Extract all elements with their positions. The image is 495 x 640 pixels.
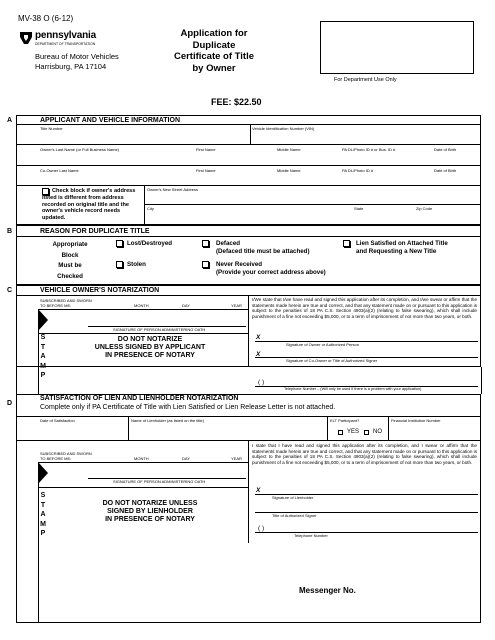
department-name: DEPARTMENT OF TRANSPORTATION [35,42,96,46]
d-no-notarize-line2: SIGNED BY LIENHOLDER [107,508,193,515]
owner-middle-name-label: Middle Name [277,147,301,152]
c-statement: I/We state that I/we have read and signed this application after its completion, and I/we swear or affirm that the statements made herein are true and correct, and that any statement made on or pursuant to this application is subject to the penalties of 18 PA C.S. Section 4903(a)(2) (relating to false swearing), which shall include punishment of a fine not exceeding $5,000, or to a term of imprisonment of not more than two years, or both. [252,297,477,319]
city-label: City [147,206,154,211]
c-year-label: YEAR [231,303,242,308]
owner-first-name-label: First Name [196,147,216,152]
c-arrow-icon [38,309,48,331]
stolen-checkbox[interactable] [116,261,123,268]
c-x-mark-coowner: X [256,351,261,358]
bureau-address: Harrisburg, PA 17104 [35,62,107,71]
c-month-label: MONTH [134,303,149,308]
d-stamp-t: T [40,501,46,509]
d-no-notarize-line3: IN PRESENCE OF NOTARY [105,516,195,523]
lien-satisfied-line2: and Requesting a New Title [356,248,437,255]
c-no-notarize-line1: DO NOT NOTARIZE [117,336,183,343]
form-title-line3: Certificate of Title [173,51,255,62]
coowner-last-name-label: Co-Owner Last Name [40,168,79,173]
c-stamp-t: T [40,343,46,351]
title-number-label: Title Number [40,126,63,131]
section-d-letter: D [7,400,13,407]
form-title [152,28,276,74]
agency-name: pennsylvania [35,30,96,41]
defaced-checkbox[interactable] [202,240,209,247]
owner-phone-field[interactable] [256,377,478,386]
elt-yes-checkbox[interactable] [338,430,343,435]
d-day-label: DAY [182,456,190,461]
defaced-label [216,240,310,256]
c-stamp-p: P [40,372,46,379]
coowner-dl-label: PA DL/Photo ID # [342,168,374,173]
d-subscribed-line1: SUBSCRIBED AND SWORN [40,451,92,456]
coowner-first-name-label: First Name [196,168,216,173]
d-statement: I state that I have read and signed this application after its completion, and I swear or affirm that the statements made herein are true and correct, and that any statement made on or pursuant to this application is subject to the penalties of 18 PA C.S. Section 4903(a)(2) (relating to false swearing), which shall include punishment of a fine not exceeding $5,000, or to a term of imprisonment of not more than two years, or both. [252,443,477,465]
lienholder-name-label: Name of Lienholder (as listed on the title) [131,418,204,423]
title-signer-field[interactable] [256,503,478,512]
never-received-line2: (Provide your correct address above) [216,269,326,276]
d-do-not-notarize [60,500,240,524]
lienholder-phone-field[interactable] [256,523,478,532]
d-sig-admin-label: SIGNATURE OF PERSON ADMINISTERING OATH [113,479,206,484]
department-use-label: For Department Use Only [334,77,397,83]
lienholder-signature-field[interactable] [264,484,478,494]
date-satisfaction-label: Date of Satisfaction [40,418,75,423]
lienholder-signature-label: Signature of Lienholder [272,495,314,500]
state-label: State [354,206,364,211]
d-arrow-icon [38,462,48,484]
appropriate-line4: Checked [57,272,83,280]
coowner-signature-label: Signature of Co-Owner or Title of Authorized Signer [286,358,378,363]
d-x-mark: X [256,487,261,494]
title-signer-label: Title of Authorized Signer [272,513,317,518]
address-change-text: Check block if owner's address listed is different from address recorded on original title and the owner's vehicle record needs updated. [42,188,136,222]
city-state-zip-field[interactable] [147,211,480,224]
bureau-name: Bureau of Motor Vehicles [35,52,119,61]
c-stamp-a: A [40,353,46,360]
defaced-line2: (Defaced title must be attached) [216,248,310,255]
lost-destroyed-checkbox[interactable] [116,240,123,247]
section-b-title: REASON FOR DUPLICATE TITLE [40,228,150,235]
section-a-title: APPLICANT AND VEHICLE INFORMATION [40,117,180,124]
fee-label: FEE: $22.50 [211,97,262,107]
keystone-logo-icon [19,31,33,45]
elt-yes-label: YES [347,429,360,435]
d-month-label: MONTH [134,456,149,461]
stolen-label: Stolen [127,261,146,268]
section-c-title: VEHICLE OWNER'S NOTARIZATION [40,287,160,294]
d-stamp-a: A [40,511,46,518]
section-b-letter: B [7,228,13,235]
coowner-dob-label: Date of Birth [434,168,457,173]
elt-no-checkbox[interactable] [364,430,369,435]
section-a-letter: A [7,117,13,124]
form-title-line4: by Owner [192,62,236,74]
owner-signature-label: Signature of Owner or Authorized Person [286,342,359,347]
department-use-box [320,21,474,74]
c-stamp-letters [39,333,47,381]
defaced-line1: Defaced [216,240,241,247]
elt-no-label: NO [373,429,382,435]
d-phone-parens: ( ) [258,525,265,532]
c-stamp-m: M [40,362,46,370]
lost-destroyed-label: Lost/Destroyed [127,240,173,247]
lien-satisfied-label [356,240,448,256]
c-subscribed-line1: SUBSCRIBED AND SWORN [40,298,92,303]
c-phone-label: Telephone Number – (Will only be used if there is a problem with your application) [284,387,422,391]
c-stamp-s: S [40,334,46,341]
section-c-letter: C [7,287,13,294]
owner-dl-label: PA DL/Photo ID # or Bus. ID # [342,147,396,152]
coowner-signature-field[interactable] [264,348,478,357]
owner-signature-field[interactable] [264,331,478,341]
form-title-line2: Duplicate [192,39,236,51]
messenger-label: Messenger No. [299,586,356,595]
vin-label: Vehicle Identification Number (VIN) [252,126,315,131]
c-do-not-notarize [60,336,240,360]
d-stamp-p: P [40,530,46,537]
owner-dob-label: Date of Birth [434,147,457,152]
never-received-checkbox[interactable] [202,261,209,268]
c-no-notarize-line2: UNLESS SIGNED BY APPLICANT [94,344,206,351]
c-x-mark-owner: X [256,334,261,341]
d-stamp-m: M [40,520,46,528]
c-subscribed-line2: TO BEFORE ME: [40,303,72,308]
c-sig-admin-label: SIGNATURE OF PERSON ADMINISTERING OATH [113,327,206,332]
d-stamp-letters [39,491,47,539]
date-satisfaction-field[interactable] [40,424,126,438]
coowner-middle-name-label: Middle Name [277,168,301,173]
new-street-label: Owner's New Street Address [147,187,199,192]
c-no-notarize-line3: IN PRESENCE OF NOTARY [105,352,195,359]
appropriate-line2: Block [61,251,79,259]
new-street-field[interactable] [147,192,480,202]
form-title-line1: Application for [180,28,248,39]
appropriate-line1: Appropriate [52,241,88,248]
d-year-label: YEAR [231,456,242,461]
title-number-field[interactable] [40,130,248,143]
never-received-line1: Never Received [216,261,263,268]
d-phone-label: Telephone Number [294,533,328,538]
fin-number-label: Financial Institution Number [391,418,441,423]
section-d-subtitle: Complete only if PA Certificate of Title with Lien Satisfied or Lien Release Letter is not attached. [40,404,336,411]
vin-field[interactable] [252,130,480,143]
owner-last-name-label: Owner's Last Name (or Full Business Name) [40,147,120,152]
lien-satisfied-checkbox[interactable] [343,240,350,247]
d-no-notarize-line1: DO NOT NOTARIZE UNLESS [102,500,198,507]
form-number: MV-38 O (6-12) [18,14,74,23]
c-phone-parens: ( ) [258,379,265,386]
elt-label: ELT Participant? [330,418,360,423]
section-d-title: SATISFACTION OF LIEN AND LIENHOLDER NOTARIZATION [40,395,239,402]
appropriate-line3: Must be [58,262,82,269]
d-subscribed-line2: TO BEFORE ME: [40,456,72,461]
owner-name-field[interactable] [40,152,480,164]
d-stamp-s: S [40,492,46,499]
c-day-label: DAY [182,303,190,308]
lien-satisfied-line1: Lien Satisfied on Attached Title [356,240,448,247]
fin-number-field[interactable] [391,424,480,438]
appropriate-block-note [40,240,100,282]
never-received-label [216,261,326,277]
coowner-name-field[interactable] [40,173,480,184]
lienholder-name-field[interactable] [131,424,325,438]
zip-label: Zip Code [416,206,433,211]
